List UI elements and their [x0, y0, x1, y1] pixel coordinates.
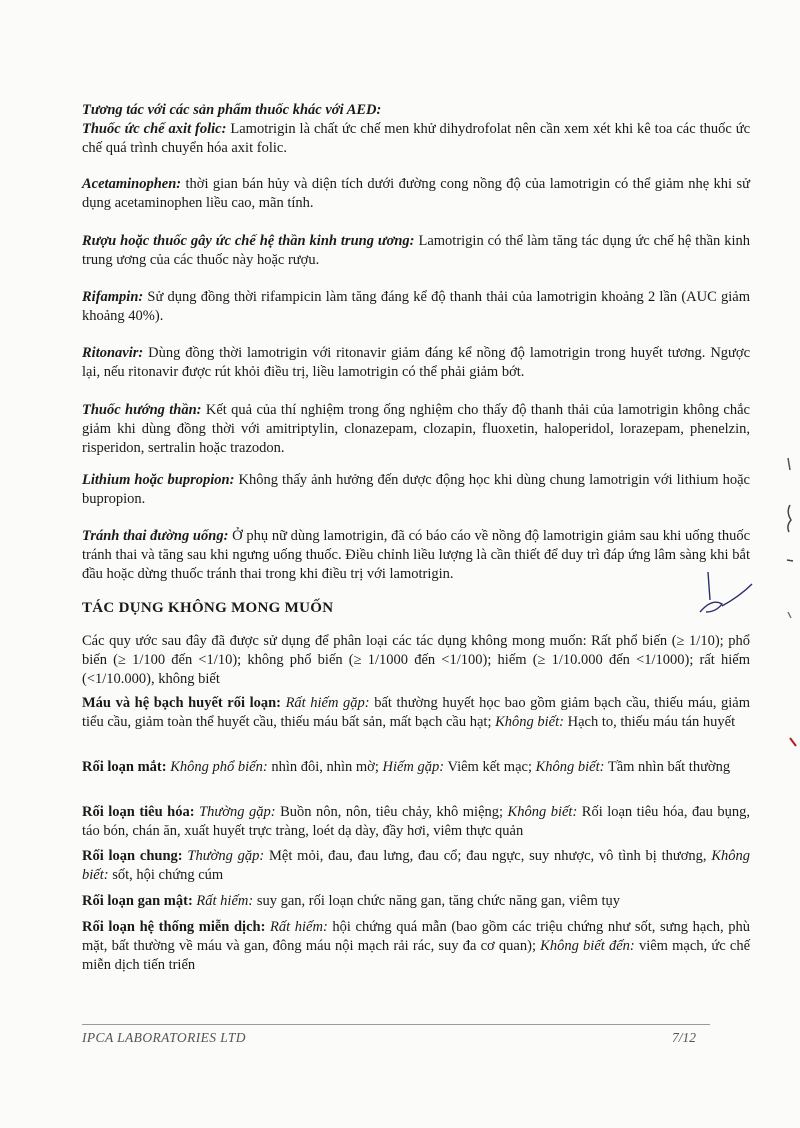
immune-effects-paragraph — [82, 918, 750, 975]
contraceptive-paragraph — [82, 527, 750, 584]
rifampin-label: Rifampin: — [82, 289, 144, 305]
liver-freq-1: Rất hiếm: — [196, 893, 254, 909]
general-text-2: sốt, hội chứng cúm — [108, 867, 224, 883]
alcohol-paragraph — [82, 232, 750, 270]
blood-text-1: bất thường huyết học bao gồm giảm bạch cầu, thiếu máu, giảm tiểu cầu, giảm toàn thể huyết cầu, thiếu máu bất sản, mất bạch cầu hạt; — [82, 695, 751, 730]
eye-freq-2: Hiếm gặp: — [382, 759, 445, 775]
liver-effects-paragraph — [82, 892, 750, 911]
liver-label: Rối loạn gan mật: — [82, 893, 193, 909]
psychotropic-paragraph — [82, 401, 750, 458]
gi-freq-1: Thường gặp: — [199, 804, 276, 820]
eye-text-3: Tầm nhìn bất thường — [604, 759, 731, 775]
rifampin-text: Sử dụng đồng thời rifampicin làm tăng đáng kể độ thanh thải của lamotrigin khoảng 2 lần (AUC giảm khoảng 40%). — [82, 289, 750, 324]
gi-freq-2: Không biết: — [507, 804, 578, 820]
lithium-text: Không thấy ảnh hưởng đến dược động học khi dùng chung lamotrigin với lithium hoặc bupropion. — [82, 472, 750, 507]
gi-text-1: Buồn nôn, nôn, tiêu chảy, khô miệng; — [275, 804, 504, 820]
rifampin-paragraph — [82, 288, 750, 326]
gi-effects-paragraph — [82, 803, 750, 841]
acetaminophen-label: Acetaminophen: — [82, 176, 182, 192]
ritonavir-paragraph — [82, 344, 750, 382]
folic-label: Thuốc ức chế axit folic: — [82, 121, 227, 137]
gi-label: Rối loạn tiêu hóa: — [82, 804, 195, 820]
edge-mark-3 — [787, 560, 793, 561]
acetaminophen-paragraph — [82, 175, 750, 213]
eye-freq-3: Không biết: — [535, 759, 605, 775]
immune-text-2: viêm mạch, ức chế miễn dịch tiến triển — [82, 938, 750, 973]
general-freq-2: Không biết: — [82, 848, 751, 883]
gi-text-2: Rối loạn tiêu hóa, đau bụng, táo bón, chán ăn, xuất huyết trực tràng, loét dạ dày, đầy hơi, viêm thực quản — [82, 804, 751, 839]
aed-interaction-block — [82, 101, 750, 158]
alcohol-text: Lamotrigin có thể làm tăng tác dụng ức chế hệ thần kinh trung ương của các thuốc này hoặc rượu. — [82, 233, 750, 268]
eye-text-1: nhìn đôi, nhìn mờ; — [267, 759, 379, 775]
eye-label: Rối loạn mắt: — [82, 759, 167, 775]
aed-heading: Tương tác với các sản phẩm thuốc khác với AED: — [82, 102, 382, 118]
footer-company: IPCA LABORATORIES LTD — [82, 1030, 246, 1045]
acetaminophen-text: thời gian bán hủy và diện tích dưới đường cong nồng độ của lamotrigin có thể giảm nhẹ khi sử dụng acetaminophen liều cao, mãn tính. — [82, 176, 750, 211]
lithium-paragraph — [82, 471, 750, 509]
folic-text: Lamotrigin là chất ức chế men khử dihydrofolat nên cần xem xét khi kê toa các thuốc ức chế quá trình chuyển hóa axit folic. — [82, 121, 751, 156]
footer-page-number: 7/12 — [672, 1030, 697, 1045]
blood-freq-1: Rất hiếm gặp: — [285, 695, 370, 711]
general-freq-1: Thường gặp: — [187, 848, 265, 864]
edge-mark-2 — [788, 505, 791, 532]
immune-text-1: hội chứng quá mẫn (bao gồm các triệu chứng như sốt, sưng hạch, phù mặt, bất thường về máu và gan, đông máu nội mạch rải rác, suy đa cơ quan); — [82, 919, 750, 954]
psychotropic-label: Thuốc hướng thần: — [82, 402, 202, 418]
eye-effects-paragraph — [82, 758, 750, 777]
general-label: Rối loạn chung: — [82, 848, 183, 864]
general-text-1: Mệt mỏi, đau, đau lưng, đau cổ; đau ngực, suy nhược, vô tình bị thương, — [264, 848, 707, 864]
footer-divider — [82, 1024, 710, 1025]
immune-freq-1: Rất hiếm: — [270, 919, 328, 935]
immune-label: Rối loạn hệ thống miễn dịch: — [82, 919, 266, 935]
ritonavir-label: Ritonavir: — [82, 345, 144, 361]
frequency-intro: Các quy ước sau đây đã được sử dụng để phân loại các tác dụng không mong muốn: Rất phổ biến (≥ 1/10); phổ biến (≥ 1/100 đến <1/10); không phổ biến (≥ 1/1000 đến <1/100); hiếm (≥ 1/10.000 đến <1/1000); rất hiếm (<1/10.000), không biết — [82, 633, 750, 687]
psychotropic-text: Kết quả của thí nghiệm trong ống nghiệm cho thấy độ thanh thải của lamotrigin không chắc giảm khi dùng đồng thời với amitriptylin, clonazepam, clozapin, fluoxetin, haloperidol, lorazepam, phenelzin, risperidon, sertralin hoặc trazodon. — [82, 402, 750, 456]
general-effects-paragraph — [82, 847, 750, 885]
blood-label: Máu và hệ bạch huyết rối loạn: — [82, 695, 281, 711]
blood-effects-paragraph — [82, 694, 750, 732]
eye-freq-1: Không phổ biến: — [170, 759, 268, 775]
blood-freq-2: Không biết: — [495, 714, 564, 730]
lithium-label: Lithium hoặc bupropion: — [82, 472, 235, 488]
edge-mark-1 — [788, 458, 790, 470]
edge-mark-4 — [788, 612, 791, 618]
contraceptive-text: Ở phụ nữ dùng lamotrigin, đã có báo cáo về nồng độ lamotrigin giảm sau khi uống thuốc tránh thai và tăng sau khi ngưng uống thuốc. Điều chỉnh liều lượng là cần thiết để duy trì đáp ứng lâm sàng khi bắt đầu hoặc dừng thuốc tránh thai trong khi điều trị với lamotrigin. — [82, 528, 751, 582]
eye-text-2: Viêm kết mạc; — [444, 759, 532, 775]
ritonavir-text: Dùng đồng thời lamotrigin với ritonavir giảm đáng kể nồng độ lamotrigin trong huyết tương. Ngược lại, nếu ritonavir được rút khỏi điều trị, liều lamotrigin có thể phải giảm bớt. — [82, 345, 750, 380]
immune-freq-2: Không biết đến: — [540, 938, 635, 954]
liver-text-1: suy gan, rối loạn chức năng gan, tăng chức năng gan, viêm tụy — [253, 893, 621, 909]
alcohol-label: Rượu hoặc thuốc gây ức chế hệ thần kinh trung ương: — [82, 233, 415, 249]
edge-mark-5 — [790, 738, 796, 746]
section-title: TÁC DỤNG KHÔNG MONG MUỐN — [82, 600, 334, 616]
blood-text-2: Hạch to, thiếu máu tán huyết — [563, 714, 736, 730]
contraceptive-label: Tránh thai đường uống: — [82, 528, 229, 544]
